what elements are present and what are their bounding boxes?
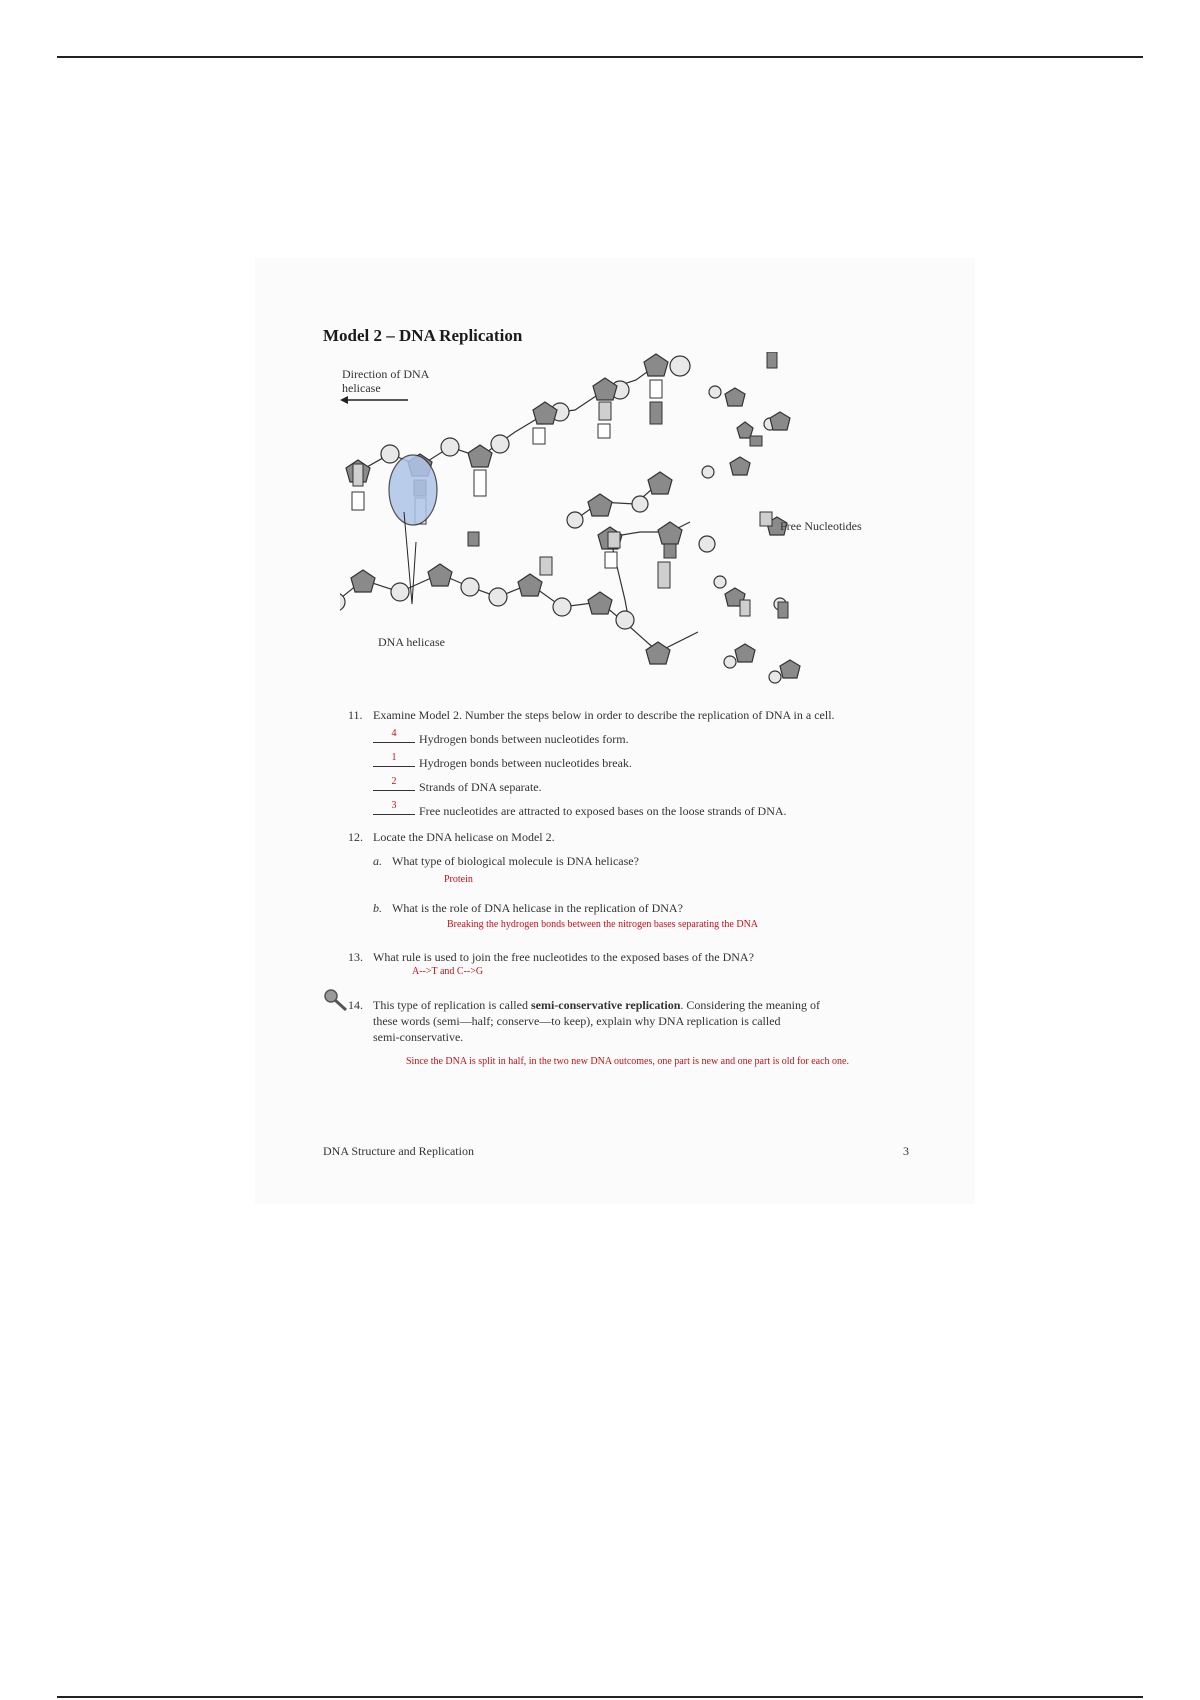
- q11-step1-text: Hydrogen bonds between nucleotides form.: [419, 732, 629, 746]
- q11-step2-text: Hydrogen bonds between nucleotides break.: [419, 756, 632, 770]
- footer-title: DNA Structure and Replication: [323, 1144, 474, 1158]
- q14-answer: Since the DNA is split in half, in the two new DNA outcomes, one part is new and one part is old for each one.: [406, 1056, 849, 1067]
- model-title: Model 2 – DNA Replication: [323, 326, 523, 345]
- q12b-text: What is the role of DNA helicase in the replication of DNA?: [392, 901, 683, 915]
- q12b-label: b.: [373, 901, 382, 915]
- q11-step2-answer[interactable]: 1: [373, 752, 415, 767]
- dna-helicase-label: DNA helicase: [378, 635, 445, 649]
- page-number: 3: [903, 1144, 909, 1158]
- q14-line3: semi-conservative.: [373, 1030, 464, 1044]
- q12a-label: a.: [373, 854, 382, 868]
- q11-number: 11.: [348, 708, 363, 722]
- q12-number: 12.: [348, 830, 363, 844]
- q14-text-bold: semi-conservative replication: [530, 998, 681, 1012]
- q14-text-post: . Considering the meaning of: [680, 998, 821, 1012]
- direction-label-line1: Direction of DNA: [342, 367, 430, 381]
- magnifier-icon: [322, 988, 348, 1012]
- q14-number: 14.: [348, 998, 363, 1012]
- q13-number: 13.: [348, 950, 363, 964]
- q12b-answer: Breaking the hydrogen bonds between the nitrogen bases separating the DNA: [447, 919, 759, 930]
- q11-step3-text: Strands of DNA separate.: [419, 780, 542, 794]
- bottom-rule: [57, 1696, 1143, 1698]
- direction-label-line2: helicase: [342, 381, 381, 395]
- direction-arrow: [340, 396, 408, 404]
- q14-line2: these words (semi—half; conserve—to keep), explain why DNA replication is called: [373, 1014, 781, 1028]
- q11-step4-answer[interactable]: 3: [373, 800, 415, 815]
- free-nucleotides-label: Free Nucleotides: [780, 519, 862, 533]
- q11-step3-answer[interactable]: 2: [373, 776, 415, 791]
- q13-answer: A-->T and C-->G: [412, 966, 484, 977]
- q11-step4-text: Free nucleotides are attracted to exposed bases on the loose strands of DNA.: [419, 804, 787, 818]
- q13-text: What rule is used to join the free nucleotides to the exposed bases of the DNA?: [373, 950, 754, 964]
- q12a-text: What type of biological molecule is DNA helicase?: [392, 854, 639, 868]
- q12a-answer: Protein: [444, 874, 473, 885]
- q11-step1-answer[interactable]: 4: [373, 728, 415, 743]
- q12-text: Locate the DNA helicase on Model 2.: [373, 830, 555, 844]
- q11-text: Examine Model 2. Number the steps below in order to describe the replication of DNA in a cell.: [373, 708, 835, 722]
- q14-text-pre: This type of replication is called: [373, 998, 531, 1012]
- top-rule: [57, 56, 1143, 58]
- helicase-enzyme: [389, 455, 437, 525]
- q14-text: [373, 998, 820, 1013]
- dna-replication-diagram: [340, 352, 900, 702]
